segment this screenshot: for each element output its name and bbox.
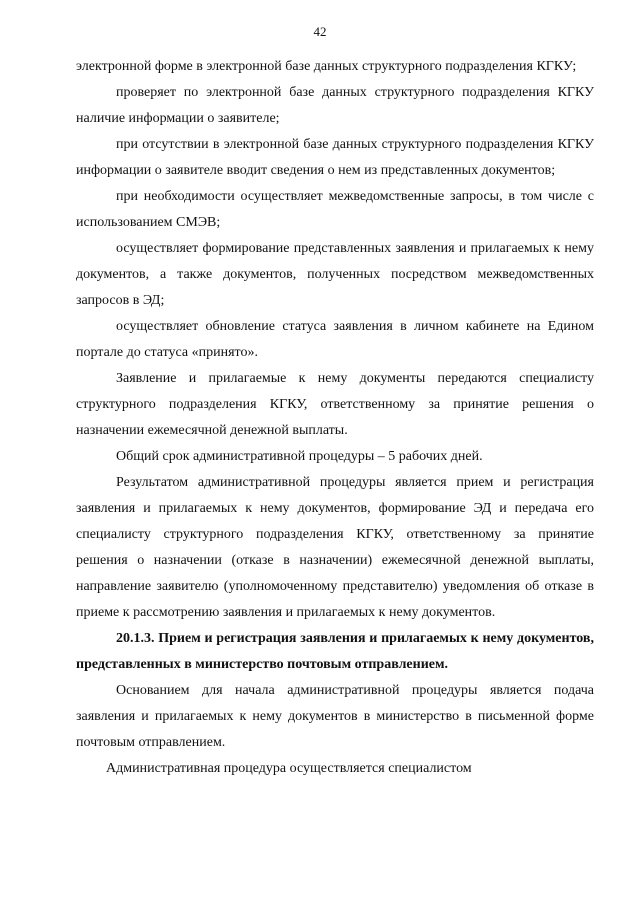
paragraph-status-update: осуществляет обновление статуса заявления в личном кабинете на Едином портале до статуса «принято». [76, 319, 594, 360]
paragraph-deadline: Общий срок административной процедуры – 5 рабочих дней. [116, 449, 483, 464]
paragraph-forming-documents: осуществляет формирование представленных заявления и прилагаемых к нему документов, а также документов, полученных посредством межведомственных запросов в ЭД; [76, 241, 594, 308]
paragraph-basis: Основанием для начала административной процедуры является подача заявления и прилагаемых к нему документов в министерство в письменной форме почтовым отправлением. [76, 683, 594, 750]
paragraph-transfer: Заявление и прилагаемые к нему документы передаются специалисту структурного подразделения КГКУ, ответственному за принятие решения о назначении ежемесячной денежной выплаты. [76, 371, 594, 438]
paragraph-result: Результатом административной процедуры является прием и регистрация заявления и прилагаемых к нему документов, формирование ЭД и передача его специалисту структурного подразделения КГКУ, ответственному за принятие решения о назначении (отказе в назначении) ежемесячной денежной выплаты, направление заявителю (уполномоченному представителю) уведомления об отказе в приеме к рассмотрению заявления и прилагаемых к нему документов. [76, 475, 594, 620]
paragraph-continuation: электронной форме в электронной базе данных структурного подразделения КГКУ; [76, 59, 577, 74]
paragraph-check-database: проверяет по электронной базе данных структурного подразделения КГКУ наличие информации о заявителе; [76, 85, 594, 126]
paragraph-procedure-performed: Административная процедура осуществляется специалистом [106, 761, 472, 776]
paragraph-interagency-requests: при необходимости осуществляет межведомственные запросы, в том числе с использованием СМЭВ; [76, 189, 594, 230]
page-number: 42 [313, 24, 327, 39]
paragraph-missing-info: при отсутствии в электронной базе данных структурного подразделения КГКУ информации о заявителе вводит сведения о нем из представленных документов; [76, 137, 594, 178]
section-heading-20-1-3: 20.1.3. Прием и регистрация заявления и прилагаемых к нему документов, представленных в министерство почтовым отправлением. [76, 631, 594, 672]
document-body [76, 54, 594, 782]
